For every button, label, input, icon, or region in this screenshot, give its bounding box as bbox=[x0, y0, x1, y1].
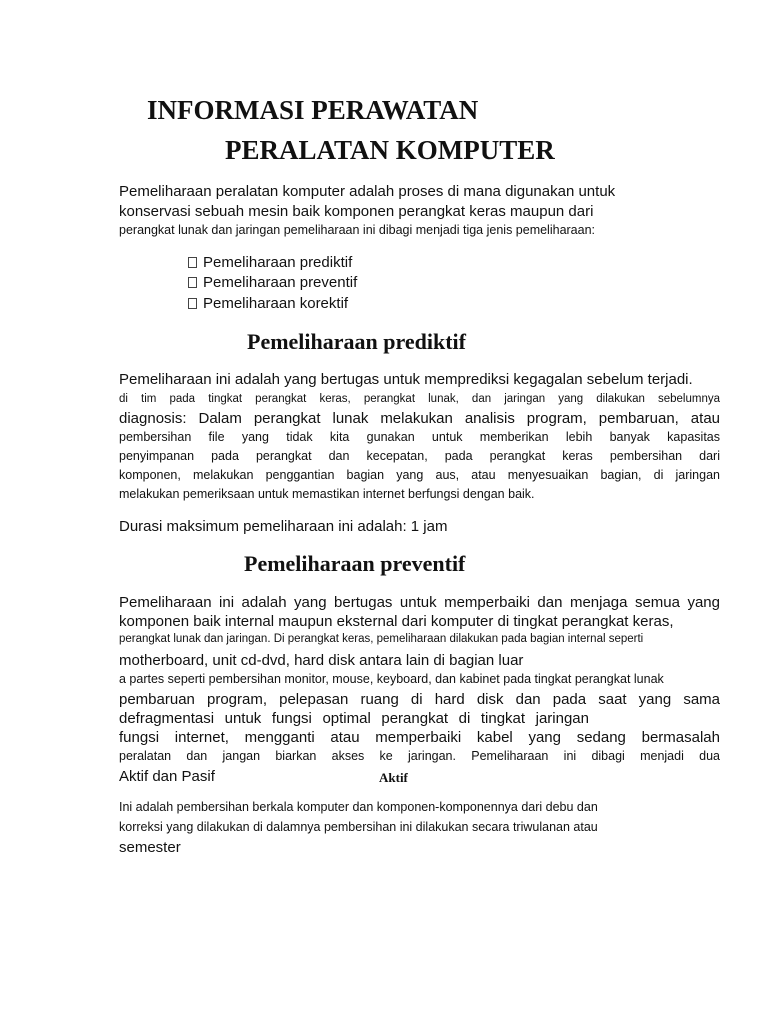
paragraph-line: fungsi internet, mengganti atau memperbaiki kabel yang sedang bermasalah bbox=[119, 729, 720, 746]
paragraph-line: Pemeliharaan ini adalah yang bertugas untuk memperbaiki dan menjaga semua yang bbox=[119, 594, 720, 611]
paragraph-line: komponen, melakukan penggantian bagian yang aus, atau menyesuaikan bagian, di jaringan bbox=[119, 468, 720, 482]
intro-line: perangkat lunak dan jaringan pemeliharaan ini dibagi menjadi tiga jenis pemeliharaan: bbox=[119, 223, 596, 237]
paragraph-line: peralatan dan jangan biarkan akses ke jaringan. Pemeliharaan ini dibagi menjadi dua bbox=[119, 749, 720, 763]
list-item: Pemeliharaan korektif bbox=[188, 294, 348, 313]
intro-line: konservasi sebuah mesin baik komponen perangkat keras maupun dari bbox=[119, 203, 594, 220]
paragraph-line: pembersihan file yang tidak kita gunakan untuk memberikan lebih banyak kapasitas bbox=[119, 430, 720, 444]
paragraph-line: korreksi yang dilakukan di dalamnya pembersihan ini dilakukan secara triwulanan atau bbox=[119, 820, 598, 834]
checkbox-bullet-icon bbox=[188, 257, 197, 268]
paragraph-line: penyimpanan pada perangkat dan kecepatan, pada perangkat keras pembersihan dari bbox=[119, 449, 720, 463]
paragraph-line: komponen baik internal maupun eksternal dari komputer di tingkat perangkat keras, bbox=[119, 613, 674, 630]
paragraph-line: di tim pada tingkat perangkat keras, perangkat lunak, dan jaringan yang dilakukan sebelumnya bbox=[119, 393, 720, 405]
paragraph-line: diagnosis: Dalam perangkat lunak melakukan analisis program, pembaruan, atau bbox=[119, 410, 720, 427]
subheading-active: Aktif bbox=[379, 770, 408, 785]
checkbox-bullet-icon bbox=[188, 277, 197, 288]
paragraph-line: Pemeliharaan ini adalah yang bertugas untuk memprediksi kegagalan sebelum terjadi. bbox=[119, 371, 693, 388]
duration-text: Durasi maksimum pemeliharaan ini adalah: 1 jam bbox=[119, 518, 448, 535]
document-title-line-2: PERALATAN KOMPUTER bbox=[225, 135, 555, 165]
list-item: Pemeliharaan preventif bbox=[188, 273, 357, 292]
paragraph-line: a partes seperti pembersihan monitor, mouse, keyboard, dan kabinet pada tingkat perangkat lunak bbox=[119, 672, 664, 686]
paragraph-line: Aktif dan Pasif bbox=[119, 768, 215, 785]
paragraph-line: motherboard, unit cd-dvd, hard disk antara lain di bagian luar bbox=[119, 652, 524, 669]
paragraph-line: melakukan pemeriksaan untuk memastikan internet berfungsi dengan baik. bbox=[119, 487, 535, 501]
list-item: Pemeliharaan prediktif bbox=[188, 253, 352, 272]
paragraph-line: Ini adalah pembersihan berkala komputer dan komponen-komponennya dari debu dan bbox=[119, 800, 598, 814]
intro-line: Pemeliharaan peralatan komputer adalah proses di mana digunakan untuk bbox=[119, 183, 616, 200]
paragraph-line: semester bbox=[119, 839, 181, 856]
section-heading-predictive: Pemeliharaan prediktif bbox=[247, 329, 466, 354]
paragraph-line: pembaruan program, pelepasan ruang di hard disk dan pada saat yang sama bbox=[119, 691, 720, 708]
paragraph-line: perangkat lunak dan jaringan. Di perangkat keras, pemeliharaan dilakukan pada bagian internal seperti bbox=[119, 633, 644, 645]
document-title-line-1: INFORMASI PERAWATAN bbox=[147, 95, 479, 125]
section-heading-preventive: Pemeliharaan preventif bbox=[244, 551, 466, 576]
checkbox-bullet-icon bbox=[188, 298, 197, 309]
paragraph-line: defragmentasi untuk fungsi optimal perangkat di tingkat jaringan bbox=[119, 710, 589, 727]
